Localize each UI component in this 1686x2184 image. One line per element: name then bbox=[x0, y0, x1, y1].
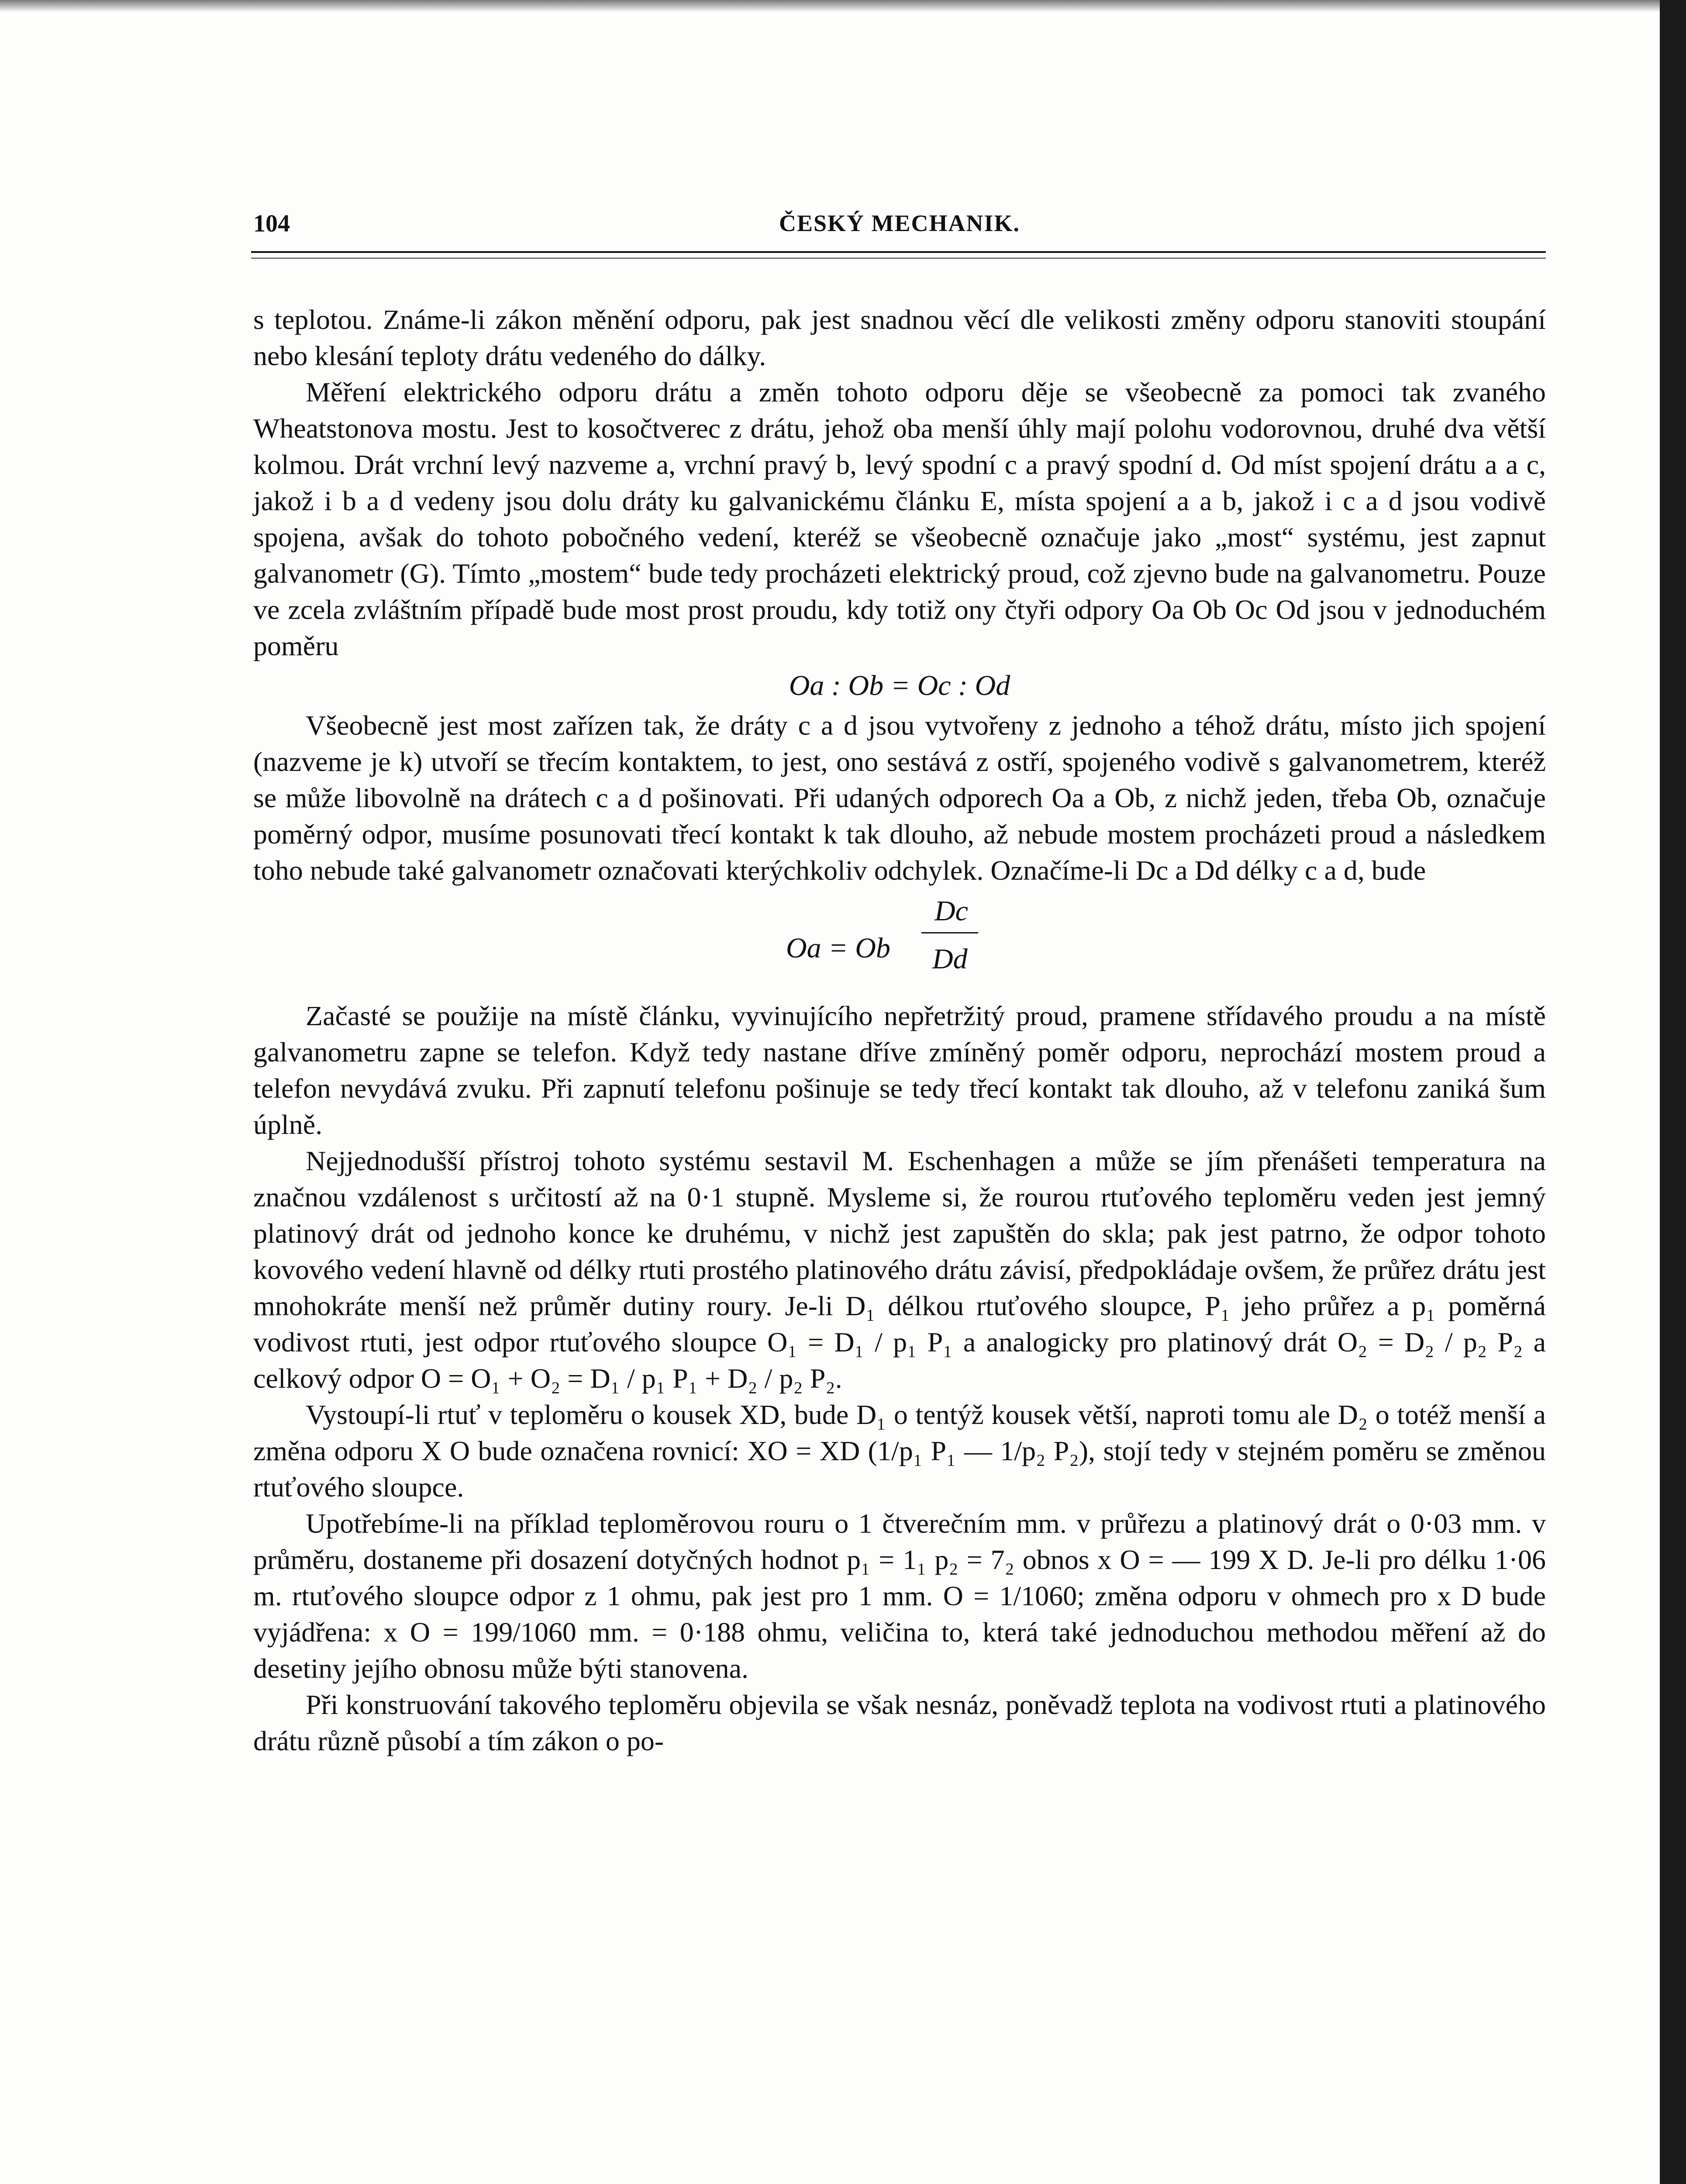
formula-ratio: Oa : Ob = Oc : Od bbox=[789, 670, 1010, 702]
running-title: ČESKÝ MECHANIK. bbox=[779, 210, 1021, 236]
page-header bbox=[253, 205, 1546, 245]
paragraph: Všeobecně jest most zařízen tak, že dráty c a d jsou vytvořeny z jednoho a téhož drátu, místo jich spojení (nazveme je k) utvoří se třecím kontaktem, to jest, ono sestává z ostří, spojeného vodivě s galvanometrem, kteréž se může libovolně na drátech c a d pošinovati. Při udaných odporech Oa a Ob, z nichž jeden, třeba Ob, označuje poměrný odpor, musíme posunovati třecí kontakt k tak dlouho, až nebude mostem procházeti proud a následkem toho nebude také galvanometr označovati kterýchkoliv odchylek. Označíme-li Dc a Dd délky c a d, bude bbox=[253, 710, 1546, 886]
paragraph: s teplotou. Známe-li zákon měnění odporu, pak jest snadnou věcí dle velikosti změny odporu stanoviti stoupání nebo klesání teploty drátu vedeného do dálky. bbox=[253, 304, 1546, 371]
paragraph: Upotřebíme-li na příklad teploměrovou rouru o 1 čtverečním mm. v průřezu a platinový drát o 0·03 mm. v průměru, dostaneme při dosazení dotyčných hodnot p₁ = 1₁ p₂ = 7₂ obnos x O = — 199 X D. Je-li pro délku 1·06 m. rtuťového sloupce odpor z 1 ohmu, pak jest pro 1 mm. O = 1/1060; změna odporu v ohmech pro x D bude vyjádřena: x O = 199/1060 mm. = 0·188 ohmu, veličina to, která také jednoduchou methodou měření až do desetiny jejího obnosu může býti stanovena. bbox=[253, 1508, 1546, 1684]
paragraph: Při konstruování takového teploměru objevila se však nesnáz, poněvadž teplota na vodivost rtuti a platinového drátu různě působí a tím zákon o po- bbox=[253, 1689, 1546, 1756]
paragraph: Vystoupí-li rtuť v teploměru o kousek XD, bude D₁ o tentýž kousek větší, naproti tomu ale D₂ o totéž menší a změna odporu X O bude označena rovnicí: XO = XD (1/p₁ P₁ — 1/p₂ P₂), stojí tedy v stejném poměru se změnou rtuťového sloupce. bbox=[253, 1399, 1546, 1503]
paragraph: Nejjednodušší přístroj tohoto systému sestavil M. Eschenhagen a může se jím přenášeti temperatura na značnou vzdálenost s určitostí až na 0·1 stupně. Mysleme si, že rourou rtuťového teploměru veden jest jemný platinový drát od jednoho konce ke druhému, v nichž jest zapuštěn do skla; pak jest patrno, že odpor tohoto kovového vedení hlavně od délky rtuti prostého platinového drátu závisí, předpokládaje ovšem, že průřez drátu jest mnohokráte menší než průměr dutiny roury. Je-li D₁ délkou rtuťového sloupce, P₁ jeho průřez a p₁ poměrná vodivost rtuti, jest odpor rtuťového sloupce O₁ = D₁ / p₁ P₁ a analogicky pro platinový drát O₂ = D₂ / p₂ P₂ a celkový odpor O = O₁ + O₂ = D₁ / p₁ P₁ + D₂ / p₂ P₂. bbox=[253, 1145, 1546, 1394]
page-number: 104 bbox=[253, 210, 290, 237]
fraction-numerator: Dc bbox=[934, 895, 968, 927]
scan-top-edge bbox=[0, 0, 1686, 12]
fraction-denominator: Dd bbox=[932, 943, 968, 975]
formula-fraction bbox=[253, 888, 1546, 998]
paragraph: Začasté se použije na místě článku, vyvinujícího nepřetržitý proud, pramene střídavého proudu a na místě galvanometru zapne se telefon. Když tedy nastane dříve zmíněný poměr odporu, neprochází mostem proud a telefon nevydává zvuku. Při zapnutí telefonu pošinuje se tedy třecí kontakt tak dlouho, až v telefonu zaniká šum úplně. bbox=[253, 1000, 1546, 1140]
body-text bbox=[253, 301, 1546, 1759]
header-rule-thin bbox=[251, 258, 1546, 259]
paragraph: Měření elektrického odporu drátu a změn tohoto odporu děje se všeobecně za pomoci tak zvaného Wheatstonova mostu. Jest to kosočtverec z drátu, jehož oba menší úhly mají polohu vodorovnou, druhé dva větší kolmou. Drát vrchní levý nazveme a, vrchní pravý b, levý spodní c a pravý spodní d. Od míst spojení drátu a a c, jakož i b a d vedeny jsou dolu dráty ku galvanickému článku E, místa spojení a a b, jakož i c a d jsou vodivě spojena, avšak do tohoto pobočného vedení, kteréž se všeobecně označuje jako „most“ systému, jest zapnut galvanometr (G). Tímto „mostem“ bude tedy procházeti elektrický proud, což zjevno bude na galvanometru. Pouze ve zcela zvláštním případě bude most prost proudu, kdy totiž ony čtyři odpory Oa Ob Oc Od jsou v jednoduchém poměru bbox=[253, 377, 1546, 661]
scan-right-edge bbox=[1660, 0, 1686, 2184]
header-rule bbox=[251, 251, 1546, 253]
fraction-bar bbox=[921, 932, 978, 933]
fraction-left: Oa = Ob bbox=[786, 932, 890, 964]
